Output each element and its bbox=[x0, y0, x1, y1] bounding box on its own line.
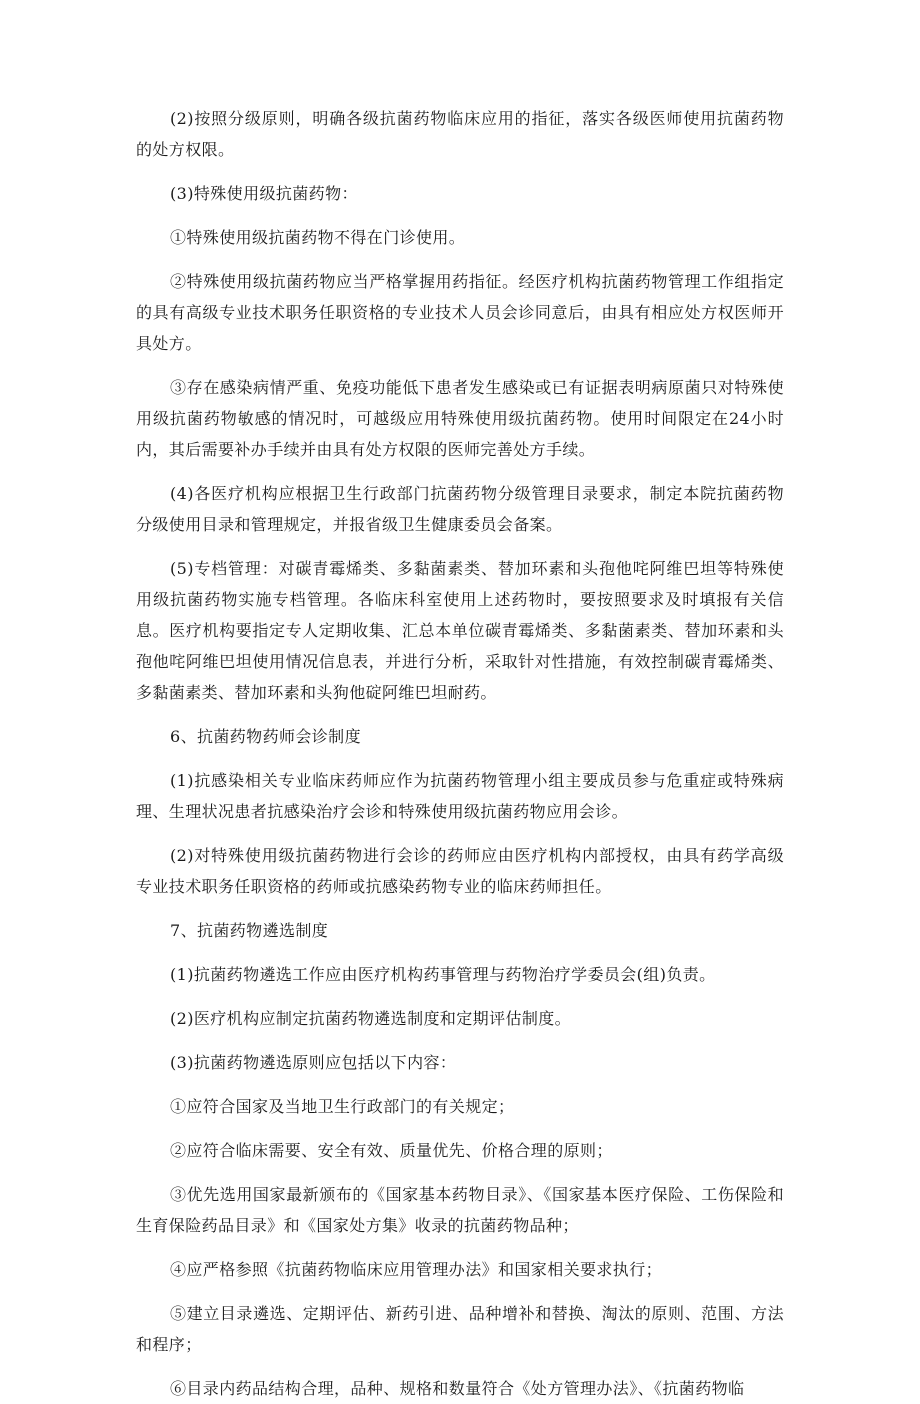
paragraph: ③存在感染病情严重、免疫功能低下患者发生感染或已有证据表明病原菌只对特殊使用级抗菌药物敏感的情况时，可越级应用特殊使用级抗菌药物。使用时间限定在24小时内，其后需要补办手续并由具有处方权限的医师完善处方手续。 bbox=[136, 378, 784, 459]
paragraph: (2)医疗机构应制定抗菌药物遴选制度和定期评估制度。 bbox=[170, 1009, 572, 1028]
paragraph: (4)各医疗机构应根据卫生行政部门抗菌药物分级管理目录要求，制定本院抗菌药物分级使用目录和管理规定，并报省级卫生健康委员会备案。 bbox=[136, 484, 784, 534]
paragraph: (5)专档管理：对碳青霉烯类、多黏菌素类、替加环素和头孢他咤阿维巴坦等特殊使用级抗菌药物实施专档管理。各临床科室使用上述药物时，要按照要求及时填报有关信息。医疗机构要指定专人定期收集、汇总本单位碳青霉烯类、多黏菌素类、替加环素和头孢他咤阿维巴坦使用情况信息表，并进行分析，采取针对性措施，有效控制碳青霉烯类、多黏菌素类、替加环素和头狗他碇阿维巴坦耐药。 bbox=[136, 559, 784, 702]
paragraph: ②应符合临床需要、安全有效、质量优先、价格合理的原则； bbox=[170, 1141, 613, 1160]
paragraph: ④应严格参照《抗菌药物临床应用管理办法》和国家相关要求执行； bbox=[170, 1260, 663, 1279]
paragraph: (3)特殊使用级抗菌药物： bbox=[170, 184, 358, 203]
paragraph: ①特殊使用级抗菌药物不得在门诊使用。 bbox=[170, 228, 466, 247]
paragraph: (2)对特殊使用级抗菌药物进行会诊的药师应由医疗机构内部授权，由具有药学高级专业技术职务任职资格的药师或抗感染药物专业的临床药师担任。 bbox=[136, 846, 784, 896]
paragraph: ③优先选用国家最新颁布的《国家基本药物目录》、《国家基本医疗保险、工伤保险和生育保险药品目录》和《国家处方集》收录的抗菌药物品种； bbox=[136, 1185, 784, 1235]
paragraph: (1)抗菌药物遴选工作应由医疗机构药事管理与药物治疗学委员会(组)负责。 bbox=[170, 965, 716, 984]
paragraph: (2)按照分级原则，明确各级抗菌药物临床应用的指征，落实各级医师使用抗菌药物的处方权限。 bbox=[136, 109, 784, 159]
paragraph: (1)抗感染相关专业临床药师应作为抗菌药物管理小组主要成员参与危重症或特殊病理、生理状况患者抗感染治疗会诊和特殊使用级抗菌药物应用会诊。 bbox=[136, 771, 784, 821]
paragraph: ①应符合国家及当地卫生行政部门的有关规定； bbox=[170, 1097, 515, 1116]
paragraph: ⑥目录内药品结构合理，品种、规格和数量符合《处方管理办法》、《抗菌药物临 bbox=[170, 1379, 745, 1398]
paragraph: ②特殊使用级抗菌药物应当严格掌握用药指征。经医疗机构抗菌药物管理工作组指定的具有高级专业技术职务任职资格的专业技术人员会诊同意后，由具有相应处方权医师开具处方。 bbox=[136, 272, 784, 353]
paragraph: (3)抗菌药物遴选原则应包括以下内容： bbox=[170, 1053, 457, 1072]
section-heading: 6、抗菌药物药师会诊制度 bbox=[170, 727, 361, 746]
paragraph: ⑤建立目录遴选、定期评估、新药引进、品种增补和替换、淘汰的原则、范围、方法和程序； bbox=[136, 1304, 784, 1354]
section-heading: 7、抗菌药物遴选制度 bbox=[170, 921, 329, 940]
